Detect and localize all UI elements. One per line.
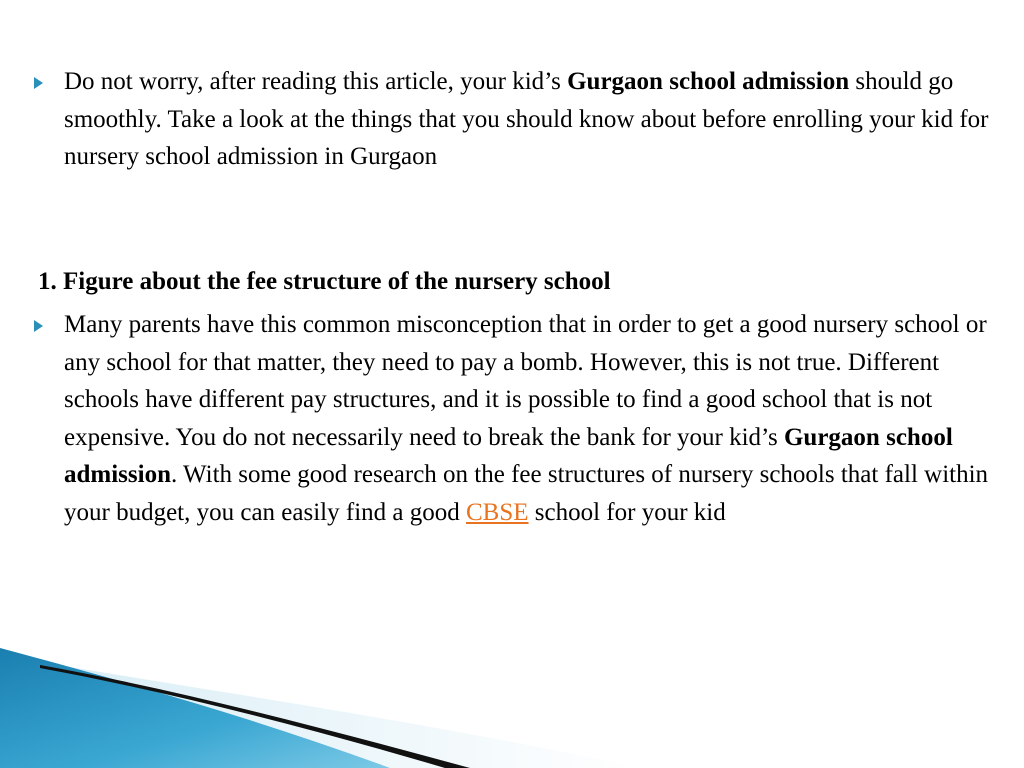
section-heading: 1. Figure about the fee structure of the nursery school (38, 268, 611, 295)
intro-text-end: should go smoothly. Take a look at the things that you should know about before enrolling your kid for nursery school admission in Gurgaon (64, 68, 989, 170)
intro-bold-keyword: Gurgaon school admission (567, 68, 850, 95)
pale-wave-band (0, 655, 640, 768)
intro-text-start: Do not worry, after reading this article, your kid’s (64, 68, 568, 95)
bullet-paragraph-fees (64, 306, 1009, 531)
dark-wave-line (40, 665, 470, 768)
bullet-paragraph-intro (64, 63, 1009, 176)
triangle-bullet-icon (34, 77, 43, 89)
fees-text-middle: . With some good research on the fee structures of nursery schools that fall within your budget, you can easily find a good (64, 461, 989, 526)
blue-wave-band (0, 648, 390, 768)
triangle-bullet-icon (34, 320, 43, 332)
fees-text-end: school for your kid (528, 498, 726, 526)
fees-text-start: Many parents have this common misconception that in order to get a good nursery school or any school for that matter, they need to pay a bomb. However, this is not true. Different schools have different pay structures, and it is possible to find a good school that is not expensive. You do not necessarily need to break the bank for your kid’s (64, 311, 987, 451)
fees-bold-keyword: Gurgaon school admission (64, 423, 953, 488)
cbse-link[interactable]: CBSE (466, 498, 529, 526)
